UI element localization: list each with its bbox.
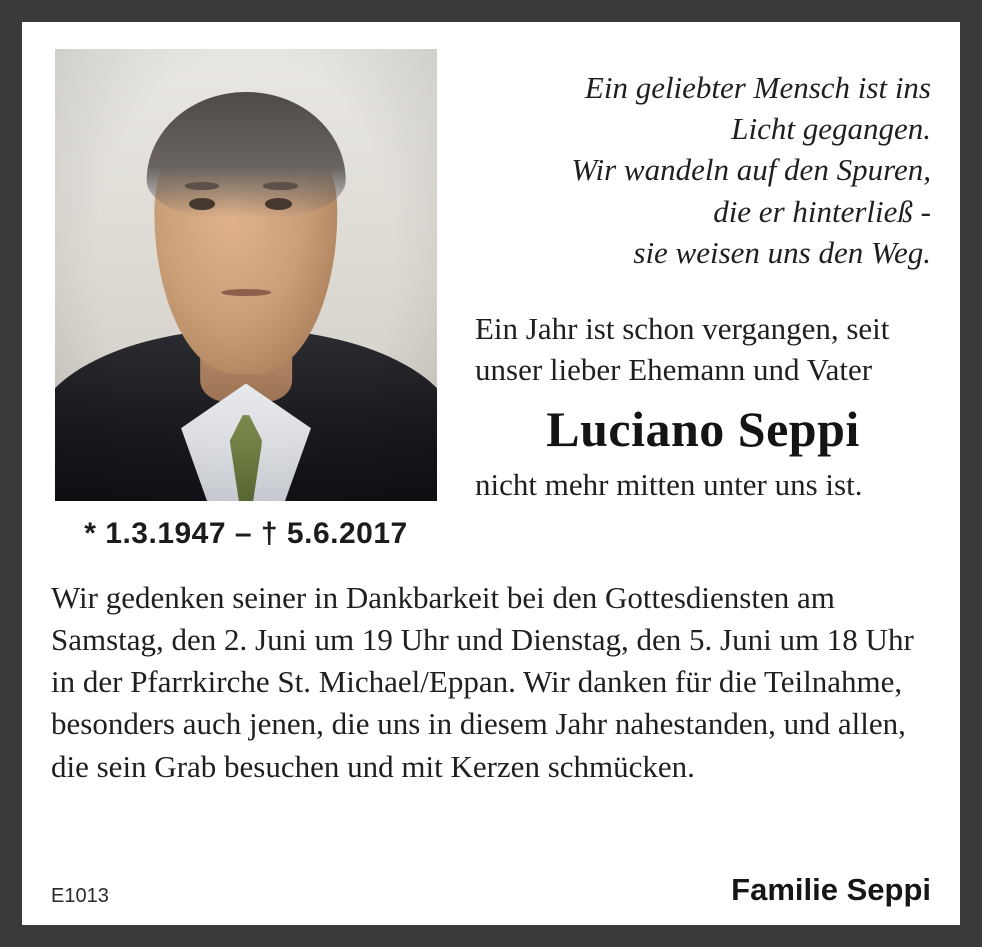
tribute-outro: nicht mehr mitten unter uns ist.	[475, 467, 863, 503]
family-signature: Familie Seppi	[731, 872, 931, 907]
reference-code: E1013	[51, 885, 109, 907]
tribute-intro: Ein Jahr ist schon vergangen, seit unser lieber Ehemann und Vater	[475, 311, 890, 387]
notice-text-block	[441, 41, 931, 506]
portrait-photo	[55, 49, 437, 501]
verse-line: die er hinterließ -	[713, 193, 931, 229]
memorial-verse	[475, 67, 931, 273]
portrait-block	[51, 41, 441, 551]
verse-line: Ein geliebter Mensch ist ins	[584, 70, 931, 105]
verse-line: Licht gegangen.	[731, 111, 931, 147]
photo-vignette	[55, 49, 437, 501]
notice-top-section	[51, 41, 931, 551]
memorial-notice-card	[22, 22, 960, 925]
verse-line: sie weisen uns den Weg.	[633, 234, 931, 270]
service-details-text: Wir gedenken seiner in Dankbarkeit bei den Gottesdiensten am Samstag, den 2. Juni um 19 Uhr und Dienstag, den 5. Juni um 18 Uhr in der Pfarrkirche St. Michael/Eppan. Wir danken für die Teilnahme, besonders auch jenen, die uns in diesem Jahr nahestanden, und allen, die sein Grab besuchen und mit Kerzen schmücken.	[51, 580, 914, 784]
deceased-name: Luciano Seppi	[546, 401, 860, 458]
life-dates: * 1.3.1947 – † 5.6.2017	[84, 517, 408, 550]
service-details	[51, 577, 931, 788]
notice-footer	[51, 854, 931, 908]
verse-line: Wir wandeln auf den Spuren,	[571, 152, 931, 188]
